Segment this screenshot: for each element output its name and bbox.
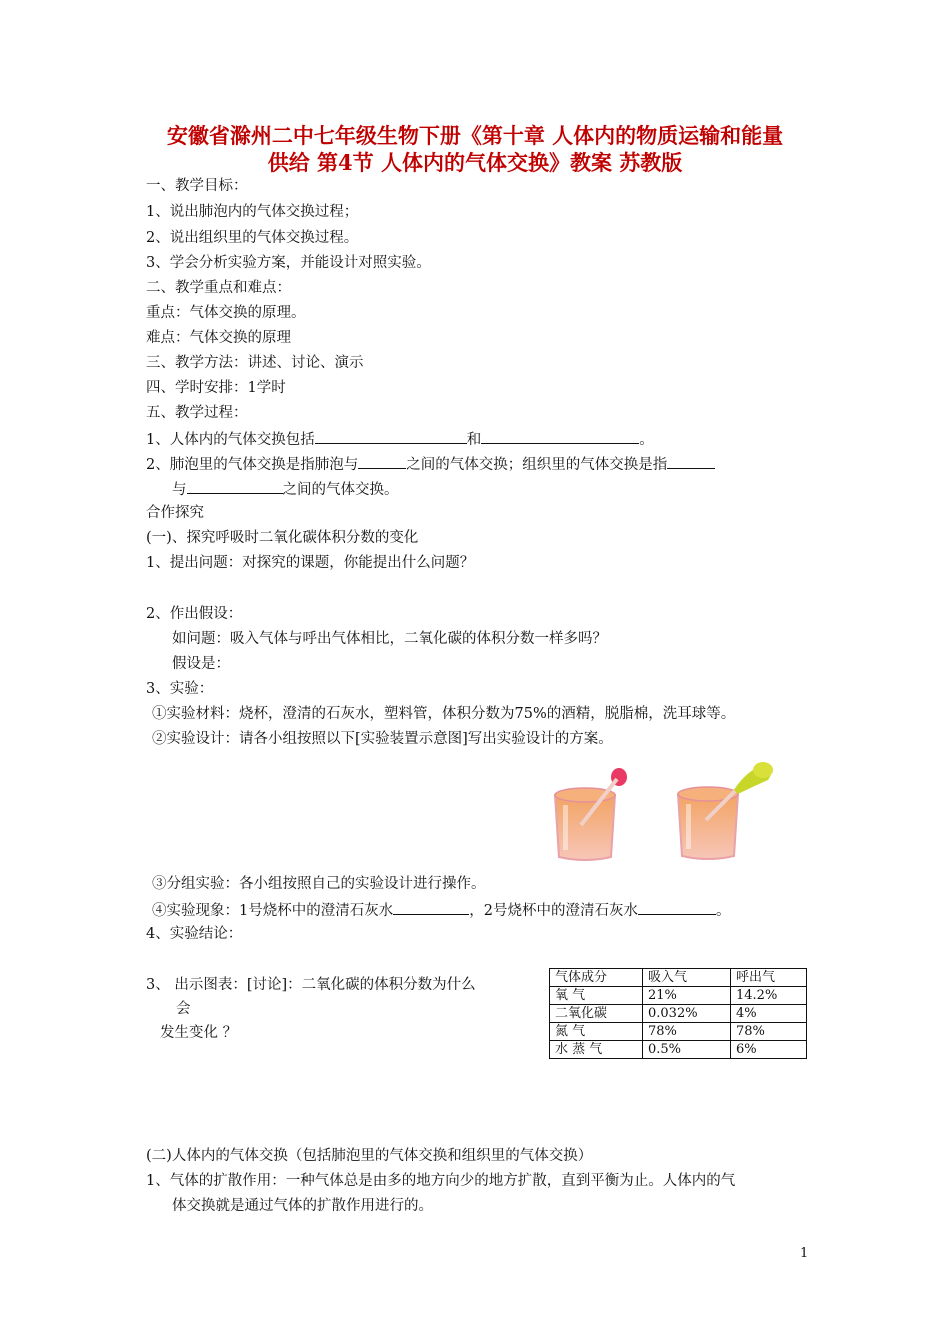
table-cell: 78% <box>731 1023 807 1041</box>
key-point: 重点：气体交换的原理。 <box>146 305 306 321</box>
question-2-text-b: 之间的气体交换；组织里的气体交换是指 <box>406 457 668 473</box>
step-3-phenomenon <box>152 899 730 921</box>
table-row <box>550 1041 807 1059</box>
question-2-continued <box>172 478 399 500</box>
step-2-hypothesis: 假设是： <box>172 656 230 672</box>
diffusion-line-1: 1、气体的扩散作用：一种气体总是由多的地方向少的地方扩散，直到平衡为止。人体内的气 <box>146 1173 736 1189</box>
table-cell: 二氧化碳 <box>550 1005 643 1023</box>
answer-blank[interactable] <box>187 478 283 494</box>
diffusion-line-2: 体交换就是通过气体的扩散作用进行的。 <box>172 1198 433 1214</box>
coop-heading: 合作探究 <box>146 505 204 521</box>
discussion-line-3: 发生变化 ？ <box>160 1025 238 1041</box>
table-header-row <box>550 969 807 987</box>
question-2 <box>146 453 715 475</box>
table-cell: 6% <box>731 1041 807 1059</box>
table-cell: 14.2% <box>731 987 807 1005</box>
question-1-text-a: 1、人体内的气体交换包括 <box>146 432 315 448</box>
table-cell: 78% <box>643 1023 731 1041</box>
gas-composition-table <box>549 968 807 1059</box>
question-2-text-c: 与 <box>172 482 187 498</box>
table-row <box>550 1023 807 1041</box>
answer-blank[interactable] <box>481 428 639 444</box>
title-line-1: 安徽省滁州二中七年级生物下册《第十章 人体内的物质运输和能量 <box>166 123 784 148</box>
part-2-heading: (二)人体内的气体交换（包括肺泡里的气体交换和组织里的气体交换） <box>146 1148 593 1164</box>
discussion-line-1: 3、 出示图表：[讨论]：二氧化碳的体积分数为什么 <box>146 977 476 993</box>
hours-line: 四、学时安排：1学时 <box>146 380 286 396</box>
question-2-text-a: 2、肺泡里的气体交换是指肺泡与 <box>146 457 359 473</box>
answer-blank[interactable] <box>393 899 469 915</box>
objective-2: 2、说出组织里的气体交换过程。 <box>146 230 359 246</box>
document-title <box>140 122 810 176</box>
table-cell: 21% <box>643 987 731 1005</box>
table-header-cell: 呼出气 <box>731 969 807 987</box>
answer-blank[interactable] <box>638 899 716 915</box>
table-cell: 4% <box>731 1005 807 1023</box>
process-heading: 五、教学过程： <box>146 405 248 421</box>
table-header-cell: 气体成分 <box>550 969 643 987</box>
phenomenon-text-c: 。 <box>715 903 731 919</box>
beaker-1-illustration <box>545 765 635 865</box>
step-4: 4、实验结论： <box>146 926 243 942</box>
difficult-point: 难点：气体交换的原理 <box>146 330 291 346</box>
objectives-heading: 一、教学目标： <box>146 178 248 194</box>
table-cell: 0.032% <box>643 1005 731 1023</box>
answer-blank[interactable] <box>315 428 467 444</box>
step-2: 2、作出假设： <box>146 606 243 622</box>
beaker-2-illustration <box>670 758 785 863</box>
question-1 <box>146 428 654 450</box>
table-cell: 0.5% <box>643 1041 731 1059</box>
table-cell: 氧 气 <box>550 987 643 1005</box>
answer-blank[interactable] <box>667 453 715 469</box>
table-row <box>550 1005 807 1023</box>
step-3: 3、实验： <box>146 681 214 697</box>
question-1-text-b: 和 <box>466 432 482 448</box>
objective-3: 3、学会分析实验方案，并能设计对照实验。 <box>146 255 431 271</box>
title-line-2: 供给 第4节 人体内的气体交换》教案 苏教版 <box>267 150 683 175</box>
table-row <box>550 987 807 1005</box>
part-1-heading: (一)、探究呼吸时二氧化碳体积分数的变化 <box>146 530 419 546</box>
step-2-question: 如问题：吸入气体与呼出气体相比，二氧化碳的体积分数一样多吗？ <box>172 631 607 647</box>
question-2-text-d: 之间的气体交换。 <box>282 482 399 498</box>
table-cell: 氮 气 <box>550 1023 643 1041</box>
step-3-group-experiment: ③分组实验：各小组按照自己的实验设计进行操作。 <box>152 876 486 892</box>
table-cell: 水 蒸 气 <box>550 1041 643 1059</box>
methods-line: 三、教学方法：讲述、讨论、演示 <box>146 355 364 371</box>
page-number: 1 <box>800 1246 809 1261</box>
step-1: 1、提出问题：对探究的课题，你能提出什么问题？ <box>146 555 475 571</box>
phenomenon-text-b: ，2号烧杯中的澄清石灰水 <box>469 903 638 919</box>
question-1-text-c: 。 <box>639 432 654 448</box>
keypoints-heading: 二、教学重点和难点： <box>146 280 291 296</box>
answer-blank[interactable] <box>358 453 406 469</box>
phenomenon-text-a: ④实验现象：1号烧杯中的澄清石灰水 <box>152 903 394 919</box>
step-3-materials: ①实验材料：烧杯，澄清的石灰水，塑料管，体积分数为75%的酒精，脱脂棉，洗耳球等。 <box>152 706 736 722</box>
objective-1: 1、说出肺泡内的气体交换过程； <box>146 204 359 220</box>
table-header-cell: 吸入气 <box>643 969 731 987</box>
discussion-line-2: 会 <box>176 1001 191 1017</box>
step-3-design: ②实验设计：请各小组按照以下[实验装置示意图]写出实验设计的方案。 <box>152 731 613 747</box>
